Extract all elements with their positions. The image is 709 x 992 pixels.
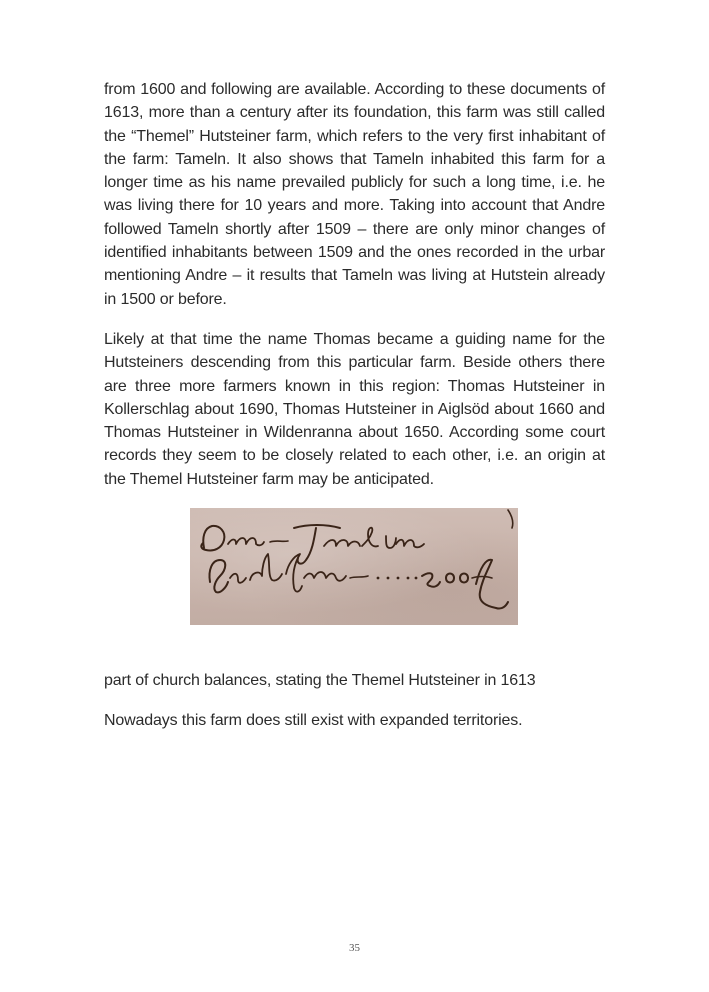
body-paragraph-1: from 1600 and following are available. According to these documents of 1613, more than a century after its foundation, this farm was still called the “Themel” Hutsteiner farm, which refers to the very first inhabitant of the farm: Tameln. It also shows that Tameln inhabited this farm for a longer time as his name prevailed publicly for such a long time, i.e. he was living there for 10 years and more. Taking into account that Andre followed Tameln shortly after 1509 – there are only minor changes of identified inhabitants between 1509 and the ones recorded in the urbar mentioning Andre – it results that Tameln was living at Hutstein already in 1500 or before.: [104, 81, 605, 308]
handwriting-image: [190, 508, 518, 625]
handwritten-document-excerpt: [190, 508, 518, 625]
page-number: 35: [349, 942, 360, 954]
page-content: [104, 78, 605, 732]
body-paragraph-2: Likely at that time the name Thomas became a guiding name for the Hutsteiners descending from this particular farm. Beside others there are three more farmers known in this region: Thomas Hutsteiner in Kollerschlag about 1690, Thomas Hutsteiner in Aiglsöd about 1660 and Thomas Hutsteiner in Wildenranna about 1650. According some court records they seem to be closely related to each other, i.e. an origin at the Themel Hutsteiner farm may be anticipated.: [104, 330, 605, 488]
closing-paragraph: Nowadays this farm does still exist with expanded territories.: [104, 712, 523, 730]
figure-caption: part of church balances, stating the Themel Hutsteiner in 1613: [104, 672, 536, 690]
